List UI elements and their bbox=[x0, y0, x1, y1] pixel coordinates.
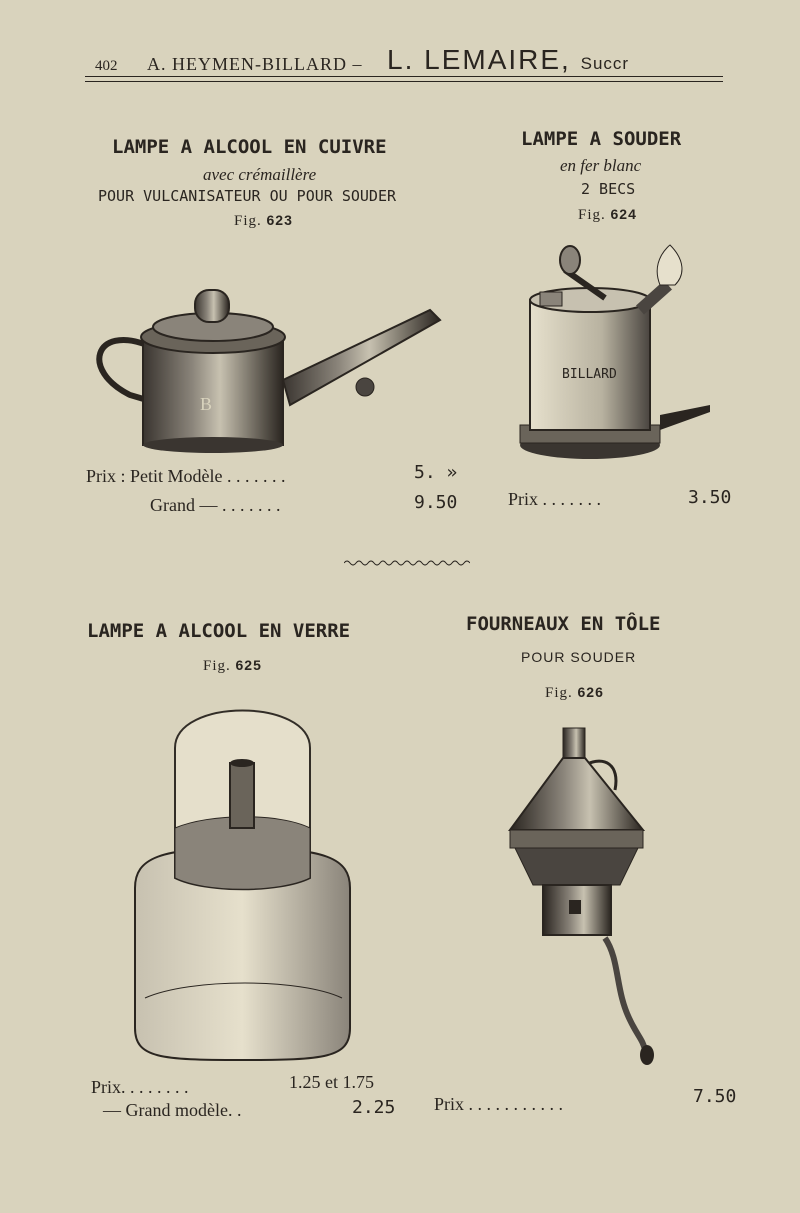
price-value: 1.25 et 1.75 bbox=[289, 1072, 374, 1092]
section-divider bbox=[344, 558, 470, 568]
header-rule bbox=[85, 76, 723, 77]
copper-alcohol-lamp-illustration bbox=[85, 275, 450, 460]
price-value: 7.50 bbox=[693, 1086, 737, 1107]
sheet-iron-furnace-illustration bbox=[505, 720, 665, 1070]
figure-caption: Fig. 625 bbox=[203, 657, 262, 674]
figure-number: 626 bbox=[577, 684, 604, 700]
firm-name: A. HEYMEN-BILLARD – bbox=[147, 54, 363, 74]
price-label: Prix. . . . . . . . bbox=[91, 1077, 189, 1097]
item-description: 2 BECS bbox=[581, 180, 636, 198]
price-value: 2.25 bbox=[352, 1097, 396, 1118]
soldering-lamp-illustration bbox=[510, 240, 720, 468]
successor-label: Succr bbox=[580, 54, 630, 73]
figure-caption: Fig. 626 bbox=[545, 684, 604, 701]
price-value: 5. » bbox=[414, 462, 458, 483]
glass-alcohol-lamp-illustration bbox=[130, 688, 355, 1066]
figure-number: 624 bbox=[610, 206, 637, 222]
item-title: LAMPE A ALCOOL EN CUIVRE bbox=[112, 136, 387, 158]
price-label: Prix . . . . . . . . . . . bbox=[434, 1094, 564, 1114]
item-title: FOURNEAUX EN TÔLE bbox=[466, 613, 661, 635]
page-header bbox=[95, 44, 725, 76]
page-number: 402 bbox=[95, 58, 118, 74]
price-label: Grand — . . . . . . . bbox=[150, 495, 281, 515]
item-subtitle: en fer blanc bbox=[560, 156, 642, 175]
item-description: POUR SOUDER bbox=[521, 649, 637, 665]
header-rule-thin bbox=[85, 81, 723, 82]
item-description: POUR VULCANISATEUR OU POUR SOUDER bbox=[98, 187, 397, 205]
svg-text:B: B bbox=[200, 394, 213, 414]
engraving-text: BILLARD bbox=[562, 367, 617, 382]
successor-name: L. LEMAIRE, Succr bbox=[387, 44, 630, 75]
figure-number: 623 bbox=[266, 212, 293, 228]
item-subtitle: avec crémaillère bbox=[203, 165, 317, 184]
figure-number: 625 bbox=[235, 657, 262, 673]
figure-caption: Fig. 623 bbox=[234, 212, 293, 229]
price-label: — Grand modèle. . bbox=[103, 1100, 242, 1120]
item-title: LAMPE A SOUDER bbox=[521, 128, 682, 150]
figure-caption: Fig. 624 bbox=[578, 206, 637, 223]
item-title: LAMPE A ALCOOL EN VERRE bbox=[87, 620, 351, 642]
price-label: Prix : Petit Modèle . . . . . . . bbox=[86, 466, 286, 486]
price-value: 9.50 bbox=[414, 492, 458, 513]
price-value: 3.50 bbox=[688, 487, 732, 508]
price-label: Prix . . . . . . . bbox=[508, 489, 602, 509]
